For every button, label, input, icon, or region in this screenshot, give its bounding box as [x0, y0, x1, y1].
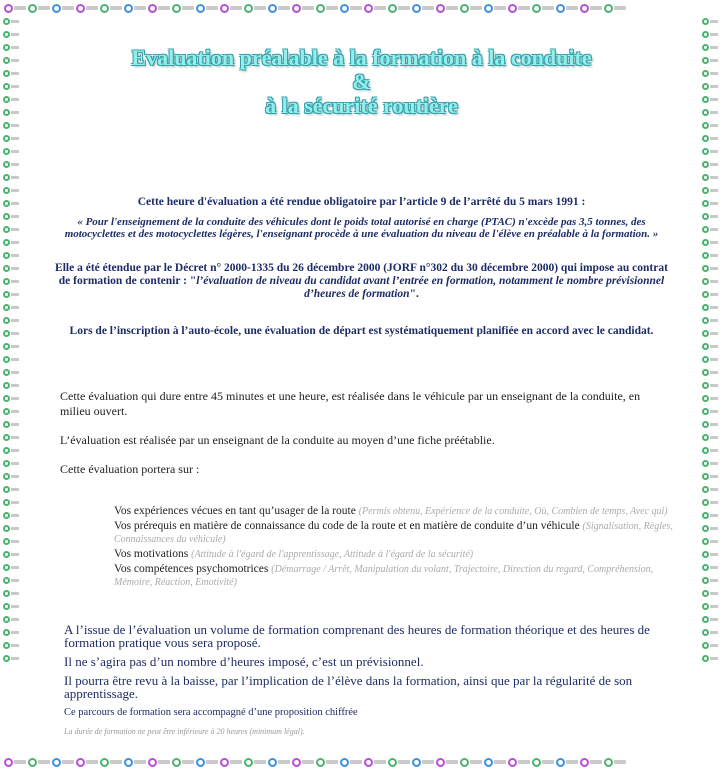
border-ornament-icon [702, 44, 720, 51]
border-ornament-icon [702, 239, 720, 246]
border-ornament-icon [702, 265, 720, 272]
border-ornament-icon [100, 0, 122, 16]
border-ornament-icon [76, 754, 98, 770]
border-ornament-icon [702, 278, 720, 285]
border-ornament-icon [702, 577, 720, 584]
list-item-text: Vos prérequis en matière de connaissance du code de la route et en matière de conduite d’un véhicule [114, 520, 583, 532]
border-ornament-icon [3, 421, 21, 428]
decree-paragraph: Cette heure d'évaluation a été rendue obligatoire par l’article 9 de l’arrêté du 5 mars 1991 : [137, 196, 586, 208]
minimum-hours-note: La durée de formation ne peut être inférieure à 20 heures (minimum légal). [64, 727, 305, 736]
border-ornament-icon [3, 135, 21, 142]
page-title [30, 46, 693, 118]
border-ornament-icon [3, 252, 21, 259]
border-ornament-icon [268, 754, 290, 770]
border-ornament-icon [340, 754, 362, 770]
border-ornament-icon [3, 265, 21, 272]
border-ornament-icon [3, 83, 21, 90]
border-ornament-icon [28, 0, 50, 16]
border-ornament-icon [702, 564, 720, 571]
border-ornament-icon [702, 252, 720, 259]
border-ornament-icon [3, 460, 21, 467]
border-ornament-icon [702, 525, 720, 532]
border-ornament-icon [532, 0, 554, 16]
border-ornament-icon [3, 395, 21, 402]
border-ornament-icon [292, 0, 314, 16]
border-ornament-icon [580, 754, 602, 770]
title-line-3: à la sécurité routière [265, 93, 458, 118]
border-ornament-icon [3, 655, 21, 662]
not-imposed-paragraph: Il ne s’agira pas d’un nombre d’heures imposé, c’est un prévisionnel. [64, 654, 424, 669]
border-ornament-icon [3, 343, 21, 350]
border-ornament-icon [364, 0, 386, 16]
border-ornament-icon [3, 629, 21, 636]
list-item-note: (Démarrage / Arrêt, Manipulation du volant, Trajectoire, Direction du regard, Compréhension, Mémoire, Réaction, Emotivité) [114, 564, 654, 588]
border-ornament-icon [3, 551, 21, 558]
border-ornament-icon [508, 0, 530, 16]
border-ornament-icon [220, 754, 242, 770]
border-ornament-icon [172, 754, 194, 770]
border-ornament-icon [4, 0, 26, 16]
border-ornament-icon [244, 0, 266, 16]
border-ornament-icon [702, 616, 720, 623]
border-ornament-icon [3, 122, 21, 129]
border-ornament-icon [124, 754, 146, 770]
decorative-border-bottom [0, 754, 723, 770]
border-ornament-icon [702, 57, 720, 64]
border-ornament-icon [316, 0, 338, 16]
border-ornament-icon [702, 18, 720, 25]
list-item-text: Vos expériences vécues en tant qu’usager de la route [114, 505, 359, 517]
border-ornament-icon [702, 343, 720, 350]
list-item-text: Vos compétences psychomotrices [114, 563, 272, 575]
revision-paragraph: Il pourra être revu à la baisse, par l’implication de l’élève dans la formation, ainsi que par la régularité de son apprentissage. [64, 673, 633, 701]
border-ornament-icon [3, 304, 21, 311]
border-ornament-icon [148, 0, 170, 16]
border-ornament-icon [436, 0, 458, 16]
border-ornament-icon [244, 754, 266, 770]
list-item-note: (Signalisation, Règles, Connaissances du véhicule) [114, 521, 673, 545]
border-ornament-icon [484, 754, 506, 770]
border-ornament-icon [412, 0, 434, 16]
border-ornament-icon [3, 603, 21, 610]
border-ornament-icon [3, 31, 21, 38]
border-ornament-icon [340, 0, 362, 16]
border-ornament-icon [364, 754, 386, 770]
border-ornament-icon [604, 0, 626, 16]
extension-text: Elle a été étendue par le Décret n° 2000-1335 du 26 décembre 2000 (JORF n°302 du 30 décembre 2000) qui impose au contrat de formation de contenir : " [55, 262, 668, 287]
border-ornament-icon [3, 512, 21, 519]
border-ornament-icon [3, 18, 21, 25]
border-ornament-icon [3, 499, 21, 506]
border-ornament-icon [484, 0, 506, 16]
border-ornament-icon [52, 754, 74, 770]
border-ornament-icon [3, 226, 21, 233]
border-ornament-icon [3, 291, 21, 298]
border-ornament-icon [604, 754, 626, 770]
border-ornament-icon [3, 434, 21, 441]
border-ornament-icon [3, 317, 21, 324]
border-ornament-icon [76, 0, 98, 16]
border-ornament-icon [702, 486, 720, 493]
border-ornament-icon [702, 538, 720, 545]
border-ornament-icon [3, 447, 21, 454]
border-ornament-icon [702, 590, 720, 597]
border-ornament-icon [3, 239, 21, 246]
border-ornament-icon [3, 200, 21, 207]
border-ornament-icon [196, 754, 218, 770]
border-ornament-icon [702, 122, 720, 129]
border-ornament-icon [3, 408, 21, 415]
border-ornament-icon [4, 754, 26, 770]
title-line-1: Evaluation préalable à la formation à la conduite [131, 45, 592, 70]
list-item [114, 520, 673, 546]
border-ornament-icon [702, 369, 720, 376]
volume-paragraph: A l’issue de l’évaluation un volume de formation comprenant des heures de formation théorique et des heures de formation pratique vous sera proposé. [64, 622, 650, 650]
border-ornament-icon [3, 213, 21, 220]
list-item [114, 548, 673, 561]
border-ornament-icon [702, 304, 720, 311]
page-content [30, 20, 693, 738]
border-ornament-icon [702, 148, 720, 155]
border-ornament-icon [702, 187, 720, 194]
border-ornament-icon [172, 0, 194, 16]
list-item [114, 563, 673, 589]
border-ornament-icon [460, 754, 482, 770]
border-ornament-icon [100, 754, 122, 770]
border-ornament-icon [52, 0, 74, 16]
border-ornament-icon [388, 754, 410, 770]
border-ornament-icon [3, 278, 21, 285]
border-ornament-icon [702, 499, 720, 506]
border-ornament-icon [702, 135, 720, 142]
list-item-text: Vos motivations [114, 548, 192, 560]
border-ornament-icon [3, 590, 21, 597]
border-ornament-icon [580, 0, 602, 16]
border-ornament-icon [556, 0, 578, 16]
border-ornament-icon [3, 161, 21, 168]
decorative-border-right [702, 18, 720, 752]
border-ornament-icon [702, 512, 720, 519]
border-ornament-icon [3, 382, 21, 389]
border-ornament-icon [436, 754, 458, 770]
list-item-note: (Attitude à l'égard de l'apprentissage, Attitude à l'égard de la sécurité) [191, 549, 474, 560]
border-ornament-icon [702, 96, 720, 103]
title-line-2: & [352, 69, 371, 94]
border-ornament-icon [3, 525, 21, 532]
border-ornament-icon [3, 616, 21, 623]
border-ornament-icon [702, 70, 720, 77]
method-paragraph: L’évaluation est réalisée par un enseignant de la conduite au moyen d’une fiche préétablie. [60, 433, 495, 447]
border-ornament-icon [702, 551, 720, 558]
list-item-note: (Permis obtenu, Expérience de la conduite, Où, Combien de temps, Avec qui) [358, 506, 668, 517]
border-ornament-icon [702, 330, 720, 337]
border-ornament-icon [460, 0, 482, 16]
border-ornament-icon [702, 31, 720, 38]
border-ornament-icon [148, 754, 170, 770]
border-ornament-icon [702, 317, 720, 324]
border-ornament-icon [3, 187, 21, 194]
border-ornament-icon [702, 200, 720, 207]
border-ornament-icon [702, 655, 720, 662]
border-ornament-icon [28, 754, 50, 770]
border-ornament-icon [702, 473, 720, 480]
border-ornament-icon [3, 356, 21, 363]
border-ornament-icon [412, 754, 434, 770]
border-ornament-icon [3, 369, 21, 376]
border-ornament-icon [292, 754, 314, 770]
border-ornament-icon [702, 408, 720, 415]
border-ornament-icon [702, 421, 720, 428]
decree-quote: « Pour l'enseignement de la conduite des véhicules dont le poids total autorisé en charge (PTAC) n'excède pas 3,5 tonnes, des motocyclettes et des motocyclettes légères, l'enseignant procède à une évaluation du niveau de l'élève en préalable à la formation. » [64, 216, 659, 240]
border-ornament-icon [3, 564, 21, 571]
decorative-border-left [3, 18, 21, 752]
border-ornament-icon [702, 382, 720, 389]
border-ornament-icon [532, 754, 554, 770]
border-ornament-icon [3, 57, 21, 64]
offer-paragraph: Ce parcours de formation sera accompagné d’une proposition chiffrée [64, 707, 358, 718]
border-ornament-icon [702, 447, 720, 454]
border-ornament-icon [3, 538, 21, 545]
border-ornament-icon [702, 161, 720, 168]
decorative-border-top [0, 0, 723, 16]
border-ornament-icon [3, 577, 21, 584]
border-ornament-icon [316, 754, 338, 770]
closing-section [30, 623, 693, 738]
border-ornament-icon [3, 642, 21, 649]
border-ornament-icon [702, 629, 720, 636]
border-ornament-icon [196, 0, 218, 16]
border-ornament-icon [556, 754, 578, 770]
border-ornament-icon [388, 0, 410, 16]
border-ornament-icon [3, 174, 21, 181]
border-ornament-icon [702, 395, 720, 402]
border-ornament-icon [124, 0, 146, 16]
border-ornament-icon [3, 96, 21, 103]
extension-end: ". [409, 288, 419, 300]
border-ornament-icon [702, 291, 720, 298]
list-item [114, 505, 673, 518]
evaluation-topics-list [30, 505, 693, 589]
border-ornament-icon [3, 148, 21, 155]
border-ornament-icon [702, 226, 720, 233]
border-ornament-icon [702, 213, 720, 220]
border-ornament-icon [3, 44, 21, 51]
border-ornament-icon [702, 356, 720, 363]
border-ornament-icon [3, 330, 21, 337]
scope-paragraph: Cette évaluation portera sur : [60, 462, 200, 476]
border-ornament-icon [702, 83, 720, 90]
border-ornament-icon [702, 642, 720, 649]
inscription-paragraph: Lors de l’inscription à l’auto-école, une évaluation de départ est systématiquement planifiée en accord avec le candidat. [69, 325, 654, 337]
border-ornament-icon [268, 0, 290, 16]
border-ornament-icon [702, 434, 720, 441]
border-ornament-icon [702, 460, 720, 467]
border-ornament-icon [702, 109, 720, 116]
border-ornament-icon [3, 486, 21, 493]
border-ornament-icon [3, 70, 21, 77]
extension-quote: l’évaluation de niveau du candidat avant l’entrée en formation, notamment le nombre prévisionnel d’heures de formation [196, 275, 665, 300]
border-ornament-icon [220, 0, 242, 16]
border-ornament-icon [3, 109, 21, 116]
border-ornament-icon [702, 603, 720, 610]
duration-paragraph: Cette évaluation qui dure entre 45 minutes et une heure, est réalisée dans le véhicule par un enseignant de la conduite, en milieu ouvert. [60, 389, 641, 418]
extension-paragraph [30, 262, 693, 301]
border-ornament-icon [508, 754, 530, 770]
border-ornament-icon [702, 174, 720, 181]
border-ornament-icon [3, 473, 21, 480]
